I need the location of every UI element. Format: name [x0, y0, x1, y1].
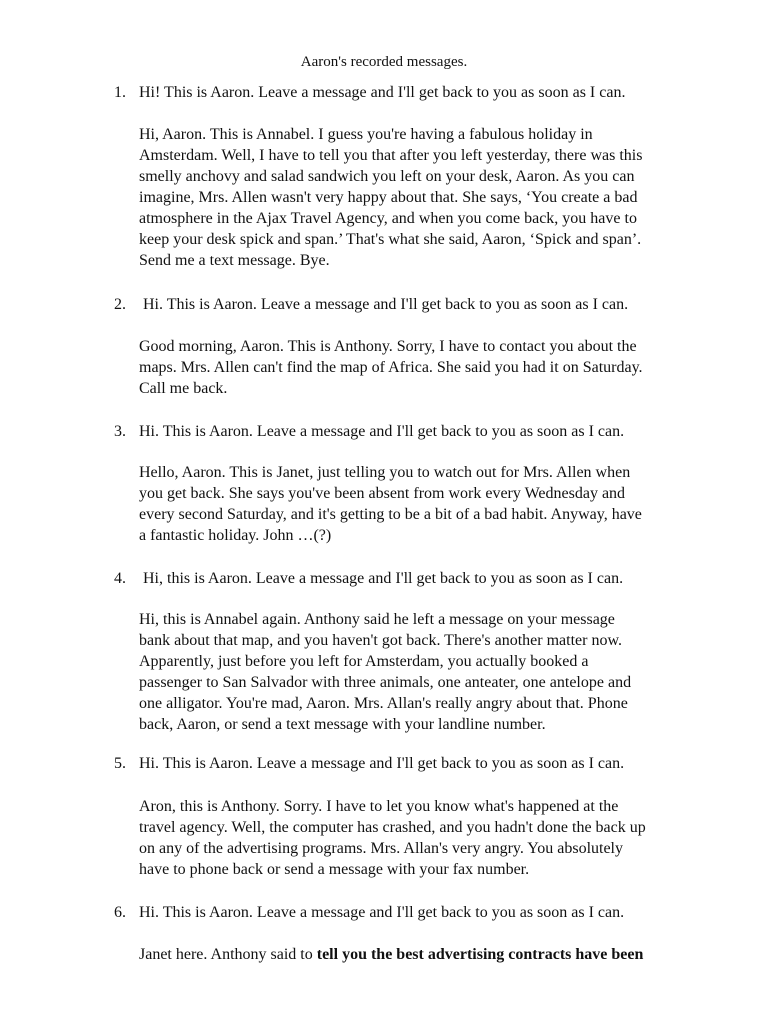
document-title: Aaron's recorded messages. [300, 54, 468, 70]
entry-number: 2. [114, 296, 126, 313]
message-text: Hi, Aaron. This is Annabel. I guess you're having a fabulous holiday in Amsterdam. Well, I have to tell you that after you left yesterday, there was this smelly anchovy and salad sandwich you left on your desk, Aaron. As you can imagine, Mrs. Allen wasn't very happy about that. She says, ‘You create a bad atmosphere in the Ajax Travel Agency, and when you come back, you have to keep your desk spick and span.’ That's what she said, Aaron, ‘Spick and span’. Send me a text message. Bye. [139, 126, 643, 269]
voicemail-greeting: Hi, this is Aaron. Leave a message and I'll get back to you as soon as I can. [143, 570, 624, 587]
voicemail-greeting: Hi. This is Aaron. Leave a message and I'll get back to you as soon as I can. [143, 296, 629, 313]
voicemail-greeting: Hi. This is Aaron. Leave a message and I'll get back to you as soon as I can. [139, 904, 625, 921]
voicemail-greeting: Hi! This is Aaron. Leave a message and I'll get back to you as soon as I can. [139, 84, 626, 101]
message-text: Aron, this is Anthony. Sorry. I have to let you know what's happened at the travel agency. Well, the computer has crashed, and you hadn't done the back up on any of the advertising programs. Mrs. Allan's very angry. You absolutely have to phone back or send a message with your fax number. [139, 798, 646, 878]
message-text [139, 944, 719, 965]
entry-number: 5. [114, 755, 126, 772]
message-text-bold: tell you the best advertising contracts have been [316, 946, 644, 963]
entry-number: 3. [114, 423, 126, 440]
entry-number: 6. [114, 904, 126, 921]
message-text: Hello, Aaron. This is Janet, just telling you to watch out for Mrs. Allen when you get back. She says you've been absent from work every Wednesday and every second Saturday, and it's getting to be a bit of a bad habit. Anyway, have a fantastic holiday. John …(?) [139, 464, 642, 544]
voicemail-greeting: Hi. This is Aaron. Leave a message and I'll get back to you as soon as I can. [139, 755, 625, 772]
message-text: Good morning, Aaron. This is Anthony. Sorry, I have to contact you about the maps. Mrs. Allen can't find the map of Africa. She said you had it on Saturday. Call me back. [139, 338, 643, 397]
entry-number: 1. [114, 84, 126, 101]
message-text: Hi, this is Annabel again. Anthony said he left a message on your message bank about that map, and you haven't got back. There's another matter now. Apparently, just before you left for Amsterdam, you actually booked a passenger to San Salvador with three animals, one anteater, one antelope and one alligator. You're mad, Aaron. Mrs. Allan's really angry about that. Phone back, Aaron, or send a text message with your landline number. [139, 611, 632, 733]
message-text-plain: Janet here. Anthony said to [139, 946, 317, 963]
entry-number: 4. [114, 570, 126, 587]
voicemail-greeting: Hi. This is Aaron. Leave a message and I'll get back to you as soon as I can. [139, 423, 625, 440]
